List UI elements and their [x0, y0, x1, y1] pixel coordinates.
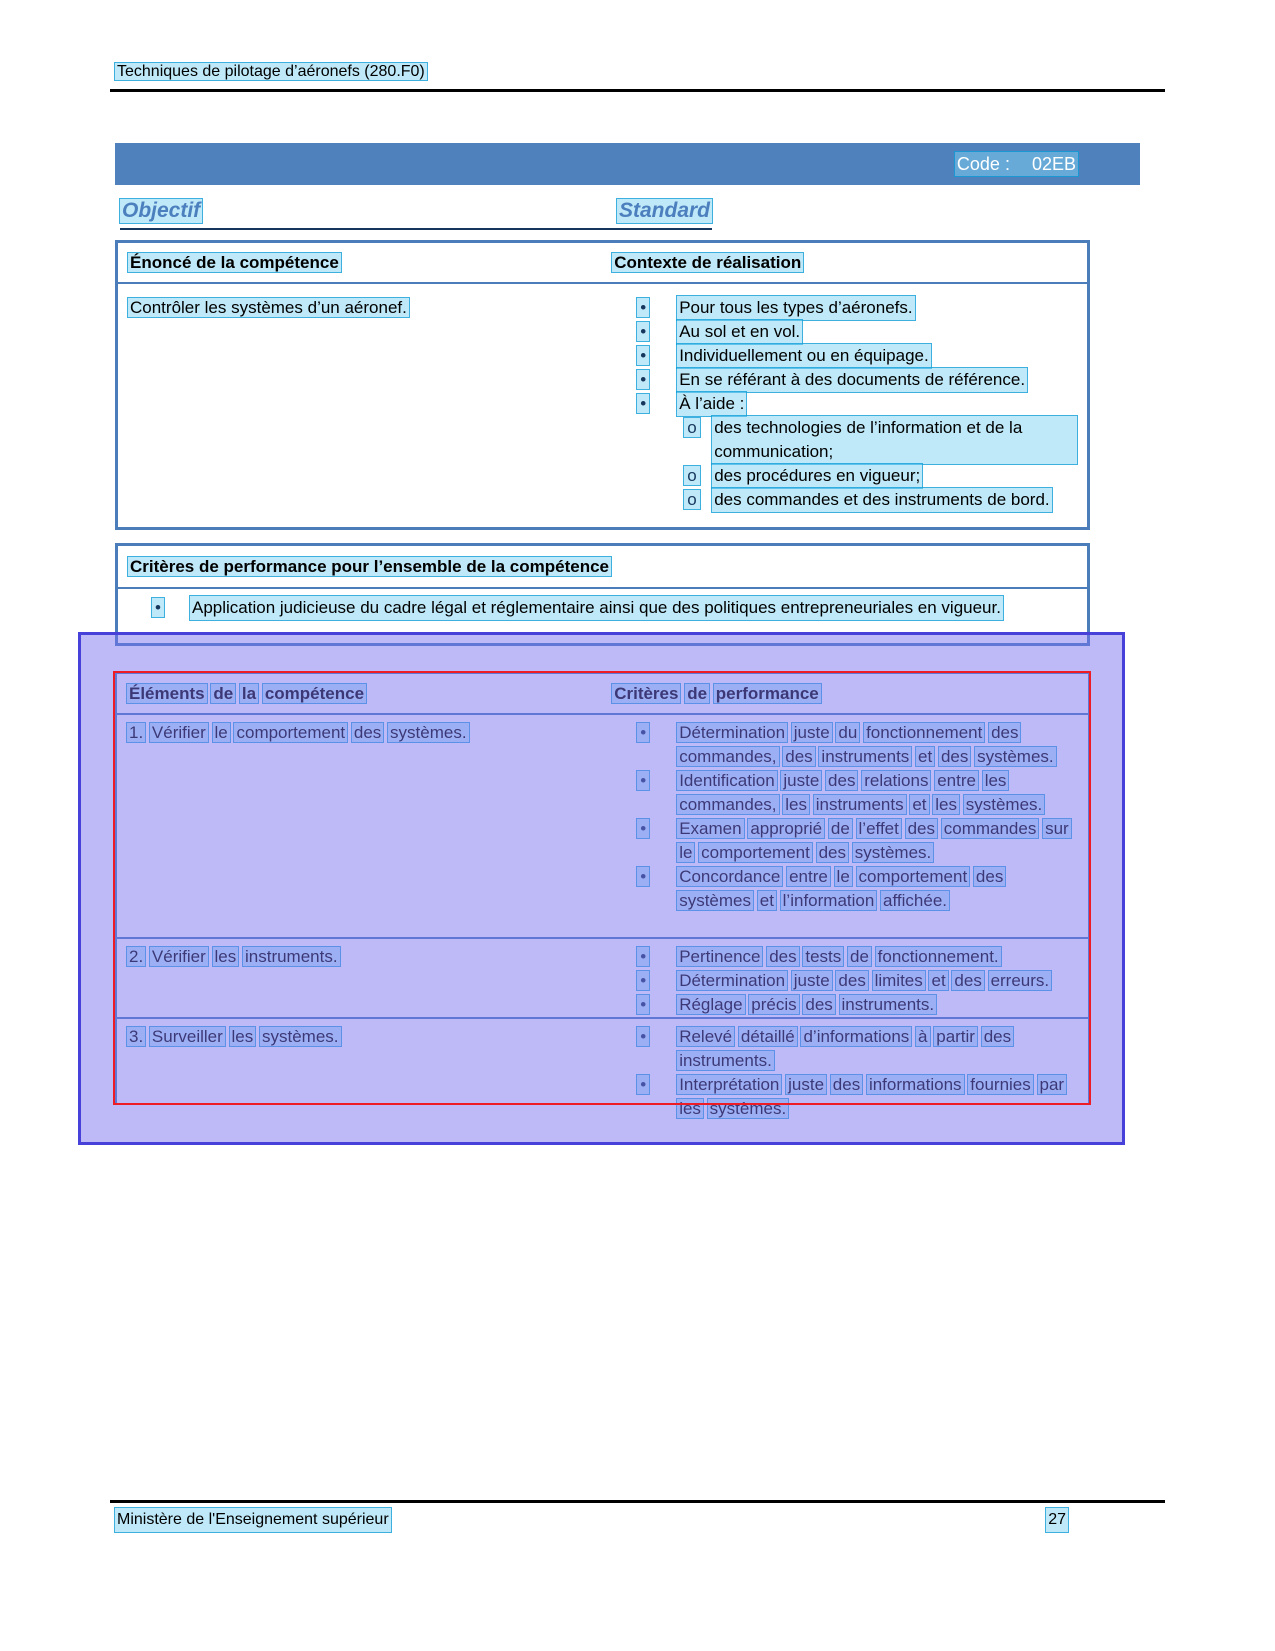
critere-item: [612, 1025, 1078, 1073]
objectif-heading: Objectif: [122, 199, 201, 222]
critere-item: [612, 945, 1078, 969]
element-cell: [117, 721, 612, 937]
critere-ensemble-item: [118, 596, 1087, 620]
elements-header-label: Éléments de la compétence: [129, 684, 365, 703]
context-item-text: Individuellement ou en équipage.: [677, 344, 931, 368]
code-bar: [115, 143, 1140, 185]
enonce-cell: [118, 296, 612, 512]
context-item: [612, 368, 1077, 392]
bullet-icon: •: [637, 819, 649, 838]
critere-text: Examen approprié de l’effet des commandes sur le comportement des systèmes.: [679, 819, 1069, 862]
context-subitem-text: des commandes et des instruments de bord.: [712, 488, 1051, 512]
context-subitem: [612, 464, 1077, 488]
enonce-contexte-table-header: [118, 243, 1087, 284]
bullet-icon: •: [637, 370, 649, 389]
enonce-contexte-table: [115, 240, 1090, 530]
enonce-text: Contrôler les systèmes d’un aéronef.: [130, 298, 407, 317]
criteres-cell: [612, 945, 1088, 1017]
sub-bullet-icon: o: [684, 490, 699, 509]
code-label: Code :: [956, 154, 1010, 174]
criteres-ensemble-body: [118, 589, 1087, 620]
critere-item: [612, 865, 1078, 913]
header-cell-enonce: [118, 251, 612, 275]
context-item-text: À l’aide :: [677, 392, 746, 416]
page-number: 27: [1046, 1508, 1068, 1532]
element-cell: [117, 945, 612, 1017]
criteres-header-label: Critères de performance: [614, 684, 819, 703]
code-value: 02EB: [1031, 154, 1076, 174]
elements-criteres-table: [115, 672, 1090, 1118]
bullet-icon: •: [637, 394, 649, 413]
footer: [115, 1508, 1068, 1532]
critere-text: Relevé détaillé d’informations à partir des instruments.: [679, 1027, 1012, 1070]
sub-bullet-icon: o: [684, 418, 699, 437]
context-subitem: [612, 488, 1077, 512]
header-cell-contexte: [612, 251, 1087, 275]
bullet-icon: •: [637, 346, 649, 365]
running-header: [115, 60, 427, 84]
critere-item: [612, 1073, 1078, 1121]
bullet-icon: •: [637, 995, 649, 1014]
context-item: [612, 392, 1077, 416]
context-item: [612, 296, 1077, 320]
enonce-header-label: Énoncé de la compétence: [130, 253, 339, 272]
enonce-contexte-table-body: [118, 284, 1087, 512]
criteres-ensemble-table: [115, 543, 1090, 646]
bullet-icon: •: [637, 1027, 649, 1046]
critere-text: Concordance entre le comportement des systèmes et l’information affichée.: [679, 867, 1004, 910]
element-row-1: [117, 715, 1088, 937]
criteres-cell: [612, 1025, 1088, 1121]
context-subitem-text: des technologies de l’information et de la communication;: [712, 416, 1077, 464]
critere-item: [612, 721, 1078, 769]
elements-criteres-header: [117, 674, 1088, 715]
critere-item: [612, 769, 1078, 817]
bullet-icon: •: [637, 867, 649, 886]
header-rule: [110, 89, 1165, 92]
critere-text: Identification juste des relations entre les commandes, les instruments et les systèmes.: [679, 771, 1043, 814]
bullet-icon: •: [152, 598, 164, 617]
header-title: Techniques de pilotage d’aéronefs (280.F0): [117, 63, 425, 80]
code-text: [955, 152, 1078, 176]
critere-text: Détermination juste du fonctionnement des commandes, des instruments et des systèmes.: [679, 723, 1054, 766]
element-text: 2. Vérifier les instruments.: [129, 947, 338, 966]
footer-rule: [110, 1500, 1165, 1503]
critere-item: [612, 817, 1078, 865]
standard-heading: Standard: [618, 199, 710, 222]
element-cell: [117, 1025, 612, 1121]
element-text: 3. Surveiller les systèmes.: [129, 1027, 339, 1046]
bullet-icon: •: [637, 771, 649, 790]
context-subitem-text: des procédures en vigueur;: [712, 464, 922, 488]
bullet-icon: •: [637, 298, 649, 317]
critere-text: Interprétation juste des informations fournies par les systèmes.: [679, 1075, 1065, 1118]
bullet-icon: •: [637, 723, 649, 742]
sub-bullet-icon: o: [684, 466, 699, 485]
context-item: [612, 320, 1077, 344]
contexte-cell: [612, 296, 1087, 512]
critere-ensemble-text: Application judicieuse du cadre légal et réglementaire ainsi que des politiques entrepreneuriales en vigueur.: [190, 596, 1003, 620]
context-item-text: Au sol et en vol.: [677, 320, 802, 344]
critere-text: Détermination juste des limites et des erreurs.: [679, 971, 1050, 990]
critere-item: [612, 993, 1078, 1017]
header-cell-elements: [117, 682, 612, 706]
critere-text: Pertinence des tests de fonctionnement.: [679, 947, 999, 966]
bullet-icon: •: [637, 971, 649, 990]
context-subitem: [612, 416, 1077, 464]
bullet-icon: •: [637, 322, 649, 341]
element-row-2: [117, 937, 1088, 1017]
section-heading: [120, 199, 712, 230]
criteres-cell: [612, 721, 1088, 937]
context-item: [612, 344, 1077, 368]
critere-item: [612, 969, 1078, 993]
criteres-ensemble-title: Critères de performance pour l’ensemble de la compétence: [130, 557, 609, 576]
context-item-text: Pour tous les types d’aéronefs.: [677, 296, 914, 320]
critere-text: Réglage précis des instruments.: [679, 995, 935, 1014]
contexte-header-label: Contexte de réalisation: [614, 253, 802, 272]
bullet-icon: •: [637, 1075, 649, 1094]
element-row-3: [117, 1017, 1088, 1121]
footer-ministry: Ministère de l'Enseignement supérieur: [115, 1508, 391, 1532]
element-text: 1. Vérifier le comportement des systèmes.: [129, 723, 467, 742]
header-cell-criteres: [612, 682, 1088, 706]
bullet-icon: •: [637, 947, 649, 966]
context-item-text: En se référant à des documents de référence.: [677, 368, 1027, 392]
criteres-ensemble-header: [118, 546, 1087, 589]
